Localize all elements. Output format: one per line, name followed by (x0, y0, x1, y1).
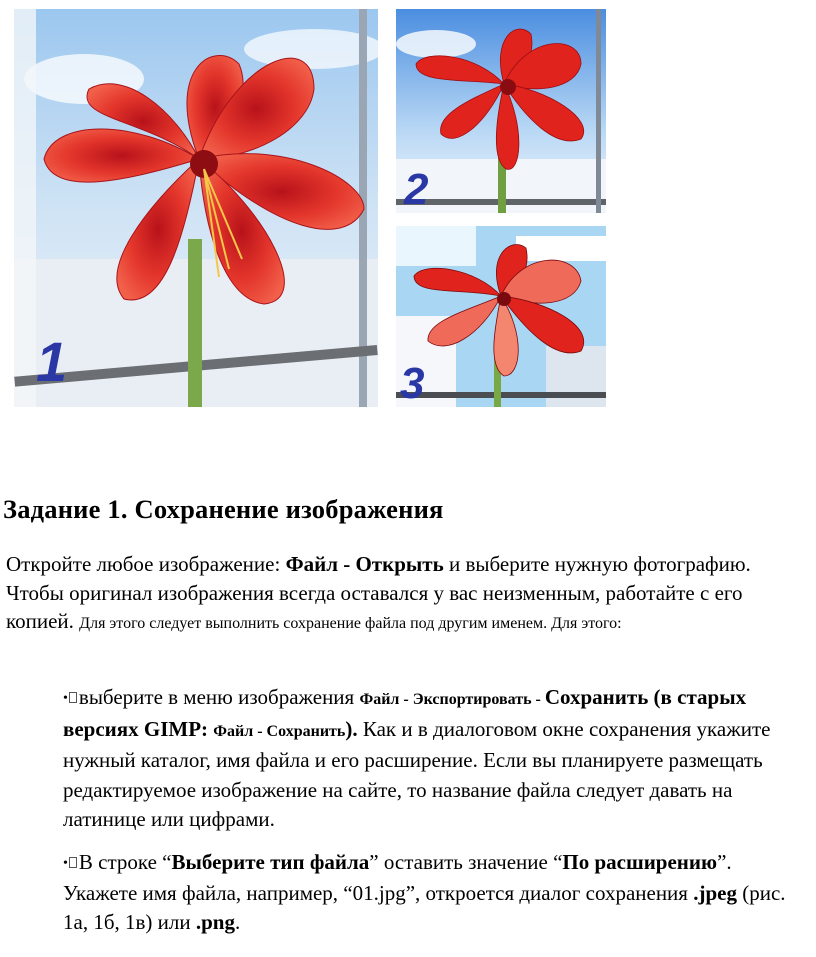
bullet2-by-extension: По расширению (562, 850, 718, 874)
list-item-file-type (63, 848, 803, 938)
bullet2-file-type: Выберите тип файла (171, 850, 370, 874)
bullet1-menu-export: Файл - Экспортировать - (359, 691, 545, 708)
bullet2-text-3: ”. Укажете имя файла, например, “01.jpg”, откроется диалог сохранения (63, 850, 732, 905)
bullet2-jpeg: .jpeg (693, 880, 737, 905)
intro-paragraph (6, 550, 806, 639)
bullet1-menu-save: Файл - Сохранить (213, 722, 346, 740)
intro-menu-open: Файл - Открыть (285, 552, 444, 576)
intro-text-2: и выберите нужную фотографию. Чтобы оригинал изображения всегда оставался у вас неизменным, работайте с его копией. (6, 552, 751, 633)
bullet2-text-1: В строке “ (78, 850, 172, 874)
missing-glyph-icon (69, 857, 77, 868)
photo-number-2: 2 (404, 165, 429, 213)
bullet2-text-2: ” оставить значение “ (369, 850, 563, 874)
bullet1-close: ). (345, 716, 358, 741)
bullet2-png: .png (195, 910, 235, 935)
photo-number-1: 1 (36, 330, 68, 393)
intro-note: Для этого следует выполнить сохранение файла под другим именем. Для этого: (79, 615, 622, 632)
task-heading: Задание 1. Сохранение изображения (3, 494, 444, 524)
bullet2-text-5: . (234, 910, 241, 935)
bullet-icon: • (63, 691, 68, 707)
bullet1-text-1: выберите в меню изображения (78, 685, 360, 709)
list-item-export (63, 683, 803, 835)
amaryllis-photo-2 (396, 9, 606, 213)
amaryllis-photo-3 (396, 226, 606, 407)
amaryllis-photo-1 (14, 9, 378, 407)
photo-number-3: 3 (400, 359, 425, 407)
bullet2-text-4: (рис. 1а, 1б, 1в) или (63, 880, 786, 935)
missing-glyph-icon (69, 692, 77, 703)
bullet1-save: Сохранить (в старых версиях GIMP: (63, 685, 747, 741)
intro-text-1: Откройте любое изображение: (6, 552, 286, 576)
bullet1-text-2: Как и в диалоговом окне сохранения укажите нужный каталог, имя файла и его расширение. Если вы планируете размещать редактируемое изображение на сайте, то название файла следует давать на латинице или цифрами. (63, 716, 771, 831)
bullet-icon: • (63, 856, 68, 872)
